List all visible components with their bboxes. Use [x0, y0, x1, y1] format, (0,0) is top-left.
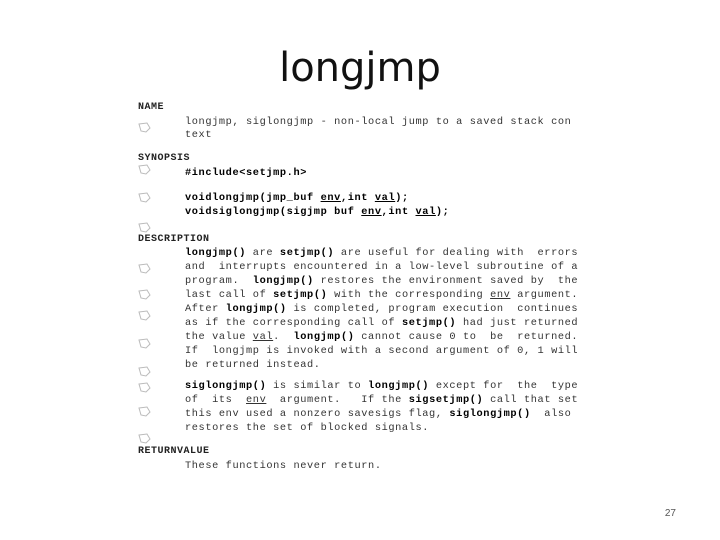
flag-icon: [138, 164, 152, 176]
slide-title: longjmp: [279, 45, 441, 91]
description-line-12: this env used a nonzero savesigs flag, siglongjmp() also: [185, 408, 572, 420]
description-line-6: as if the corresponding call of setjmp() had just returned: [185, 317, 579, 329]
synopsis-include: #include<setjmp.h>: [185, 167, 308, 179]
flag-icon: [138, 122, 152, 134]
name-line-1: longjmp, siglongjmp - non-local jump to a saved stack con: [185, 116, 572, 128]
description-line-7: the value val. longjmp() cannot cause 0 to be returned.: [185, 331, 579, 343]
name-line-2: text: [185, 129, 213, 141]
section-heading-synopsis: SYNOPSIS: [138, 153, 191, 164]
section-heading-description: DESCRIPTION: [138, 234, 210, 245]
description-line-5: After longjmp() is completed, program execution continues: [185, 303, 579, 315]
description-line-11: of its env argument. If the sigsetjmp() call that set: [185, 394, 579, 406]
synopsis-decl-siglongjmp: voidsiglongjmp(sigjmp buf env,int val);: [185, 206, 450, 218]
flag-icon: [138, 338, 152, 350]
flag-icon: [138, 382, 152, 394]
synopsis-decl-longjmp: voidlongjmp(jmp_buf env,int val);: [185, 192, 409, 204]
manpage-scan: [136, 100, 586, 478]
description-line-1: longjmp() are setjmp() are useful for dealing with errors: [185, 247, 579, 259]
description-line-3: program. longjmp() restores the environment saved by the: [185, 275, 579, 287]
description-line-8: If longjmp is invoked with a second argument of 0, 1 will: [185, 345, 579, 357]
flag-icon: [138, 433, 152, 445]
section-heading-return-value: RETURNVALUE: [138, 446, 210, 457]
flag-icon: [138, 192, 152, 204]
flag-icon: [138, 366, 152, 378]
page-number: 27: [664, 508, 676, 519]
flag-icon: [138, 406, 152, 418]
description-line-10: siglongjmp() is similar to longjmp() except for the type: [185, 380, 579, 392]
section-heading-name: NAME: [138, 102, 165, 113]
flag-icon: [138, 263, 152, 275]
description-line-9: be returned instead.: [185, 359, 321, 371]
flag-icon: [138, 310, 152, 322]
description-line-13: restores the set of blocked signals.: [185, 422, 430, 434]
return-value-line: These functions never return.: [185, 460, 382, 472]
flag-icon: [138, 289, 152, 301]
description-line-2: and interrupts encountered in a low-level subroutine of a: [185, 261, 579, 273]
description-line-4: last call of setjmp() with the corresponding env argument.: [185, 289, 579, 301]
flag-icon: [138, 222, 152, 234]
